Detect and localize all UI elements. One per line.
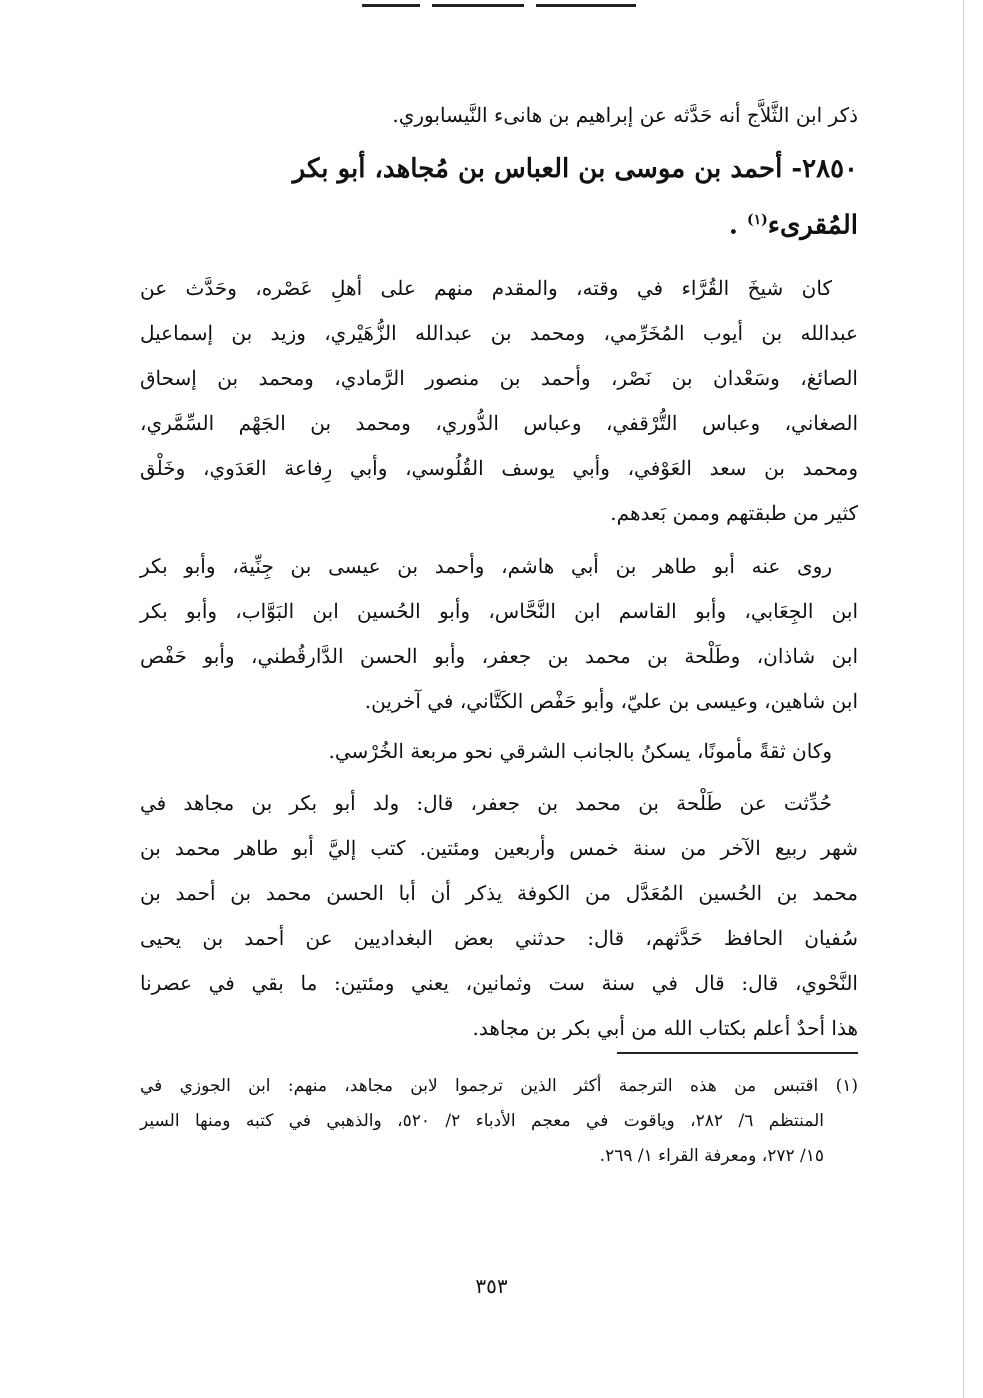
paragraph-4-line-6: هذا أحدٌ أعلم بكتاب الله من أبي بكر بن مجاهد. <box>472 1016 858 1040</box>
paragraph-3-line-1: وكان ثقةً مأمونًا، يسكنُ بالجانب الشرقي نحو مربعة الخُرْسي. <box>328 739 832 763</box>
entry-heading-line2 <box>140 204 858 242</box>
paragraph-4-line-5: النَّحْوي، قال: قال في سنة ست وثمانين، يعني ومئتين: ما بقي في عصرنا <box>140 971 858 995</box>
paragraph-2-line-1: روى عنه أبو طاهر بن أبي هاشم، وأحمد بن عيسى بن جِنِّية، وأبو بكر <box>140 554 832 578</box>
footnote-rule <box>617 1052 858 1054</box>
paragraph-4-line-4: سُفيان الحافظ حَدَّثهم، قال: حدثني بعض البغداديين عن أحمد بن يحيى <box>140 926 858 950</box>
paragraph-4-line-3: محمد بن الحُسين المُعَدَّل من الكوفة يذكر أن أبا الحسن محمد بن أحمد بن <box>140 881 858 905</box>
paragraph-1-line-4: الصغاني، وعباس التُّرْقفي، وعباس الدُّوري، ومحمد بن الجَهْم السِّمَّري، <box>140 411 858 435</box>
footnote-marker: (١) <box>746 212 768 228</box>
entry-heading-name: المُقرىء <box>767 210 858 241</box>
paragraph-4-line-2: شهر ربيع الآخر من سنة خمس وأربعين ومئتين. كتب إليَّ أبو طاهر محمد بن <box>140 836 858 860</box>
paragraph-4-line-1: حُدِّثت عن طَلْحة بن محمد بن جعفر، قال: ولد أبو بكر بن مجاهد في <box>140 791 832 815</box>
footnote-line-1: (١) اقتبس من هذه الترجمة أكثر الذين ترجموا لابن مجاهد، منهم: ابن الجوزي في <box>140 1076 858 1096</box>
entry-heading-end: . <box>728 210 738 241</box>
page-body <box>140 0 858 1398</box>
entry-heading-line1: ٢٨٥٠- أحمد بن موسى بن العباس بن مُجاهد، أبو بكر <box>292 154 858 184</box>
paragraph-1-line-3: الصائغ، وسَعْدان بن نَصْر، وأحمد بن منصور الرَّمادي، ومحمد بن إسحاق <box>140 366 858 390</box>
paragraph-2-line-4: ابن شاهين، وعيسى بن عليّ، وأبو حَفْص الكَتَّاني، في آخرين. <box>364 689 858 713</box>
paragraph-1-line-2: عبدالله بن أيوب المُخَرِّمي، ومحمد بن عبدالله الزُّهَيْري، وزيد بن إسماعيل <box>140 321 858 345</box>
page-number: ٣٥٣ <box>475 1274 508 1298</box>
paragraph-1-line-6: كثير من طبقتهم وممن بَعدهم. <box>610 501 858 525</box>
paragraph-2-line-2: ابن الجِعَابي، وأبو القاسم ابن النَّحَّاس، وأبو الحُسين ابن البَوَّاب، وأبو بكر <box>140 599 858 623</box>
page-edge <box>963 0 964 1398</box>
intro-line: ذكر ابن الثَّلاَّج أنه حَدَّثه عن إبراهيم بن هانىء النَّيسابوري. <box>392 103 858 127</box>
footnote-line-2: المنتظم ٦/ ٢٨٢، وياقوت في معجم الأدباء ٢/ ٥٢٠، والذهبي في كتبه ومنها السير <box>140 1111 824 1131</box>
paragraph-1-line-5: ومحمد بن سعد العَوْفي، وأبي يوسف القُلُوسي، وأبي رِفاعة العَدَوي، وخَلْق <box>140 456 858 480</box>
paragraph-1-line-1: كان شيخَ القُرَّاء في وقته، والمقدم منهم على أهلِ عَصْره، وحَدَّث عن <box>140 276 832 300</box>
footnote-line-3: ١٥/ ٢٧٢، ومعرفة القراء ١/ ٢٦٩. <box>599 1146 824 1166</box>
paragraph-2-line-3: ابن شاذان، وطَلْحة بن محمد بن جعفر، وأبو الحسن الدَّارقُطني، وأبو حَفْص <box>140 644 858 668</box>
